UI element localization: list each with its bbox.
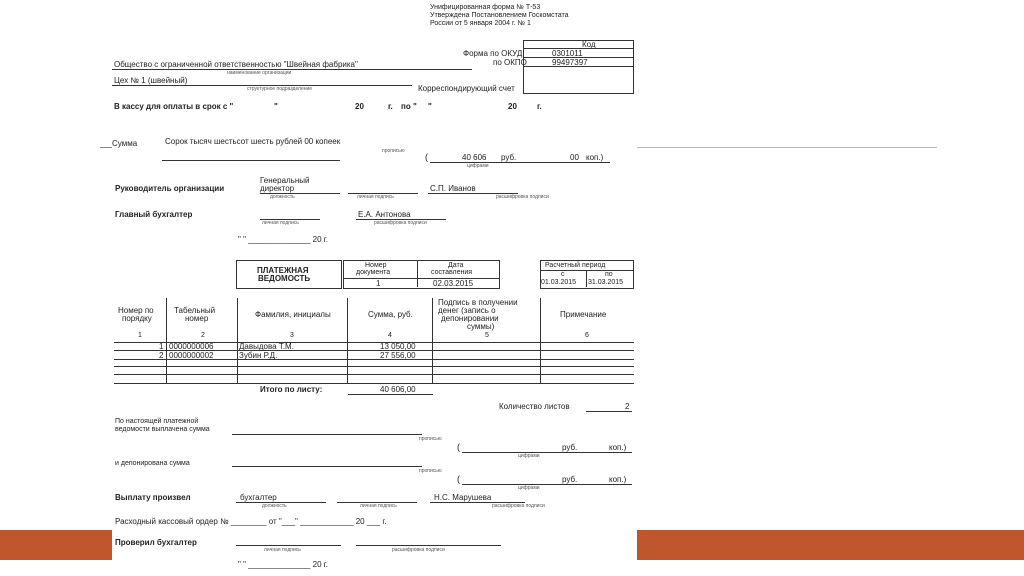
okpo-label: по ОКПО: [493, 58, 527, 67]
col-header-5-c: депонировании: [441, 314, 499, 323]
deposited-kop-label: коп.): [609, 475, 627, 484]
head-name: С.П. Иванов: [430, 184, 476, 193]
sheets-label: Количество листов: [499, 402, 570, 411]
head-sign-caption: личная подпись: [357, 194, 394, 200]
sum-kop-value: 00: [570, 153, 579, 162]
division-name: Цех № 1 (швейный): [114, 76, 188, 85]
head-name-caption: расшифровка подписи: [496, 194, 549, 200]
doc-date-label-2: составления: [431, 269, 473, 276]
doc-num-label-2: документа: [356, 269, 391, 276]
period-from: 01.03.2015: [541, 279, 577, 286]
accountant-label: Главный бухгалтер: [115, 210, 193, 219]
organization-name-caption: наименование организации: [227, 70, 292, 76]
paid-rub-label: руб.: [562, 443, 578, 452]
payment-period-start: В кассу для оплаты в срок с ": [114, 102, 234, 111]
payment-period-year-suffix: г.: [388, 102, 393, 111]
period-to: 31.03.2015: [588, 279, 624, 286]
payout-name-caption: расшифровка подписи: [492, 503, 545, 509]
payout-label: Выплату произвел: [115, 493, 191, 502]
payout-position: бухгалтер: [240, 493, 277, 502]
payout-position-caption: должность: [262, 503, 287, 509]
doc-date-value: 02.03.2015: [433, 279, 474, 288]
payout-sign-caption: личная подпись: [360, 503, 397, 509]
payment-period-quote-2: ": [428, 102, 432, 111]
form-line-2: Утверждена Постановлением Госкомстата: [430, 12, 569, 19]
paid-line-1: По настоящей платежной: [115, 418, 199, 425]
col-header-6: Примечание: [560, 310, 607, 319]
payment-period-quote: ": [274, 102, 278, 111]
col-header-3: Фамилия, инициалы: [255, 310, 331, 319]
period-from-label: с: [561, 271, 565, 278]
sum-paren: (: [425, 152, 428, 162]
total-value: 40 606,00: [380, 385, 416, 394]
footer-date-line: " " ______________ 20 г.: [238, 560, 328, 569]
row-1-name: Давыдова Т.М.: [239, 342, 294, 351]
deposited-paren: (: [457, 474, 460, 484]
form-line-3: России от 5 января 2004 г. № 1: [430, 20, 531, 27]
doc-date-label-1: Дата: [448, 262, 464, 269]
okud-label: Форма по ОКУД: [463, 49, 523, 58]
paid-paren: (: [457, 442, 460, 452]
deposited-words-caption: прописью: [419, 468, 442, 474]
col-num-1: 1: [138, 332, 142, 339]
row-2-number: 2: [159, 351, 164, 360]
period-label: Расчетный период: [545, 262, 606, 269]
deposited-label: и депонирована сумма: [115, 460, 190, 467]
sum-words-caption: прописью: [382, 148, 405, 154]
sum-words: Сорок тысяч шестьсот шесть рублей 00 копеек: [165, 137, 341, 146]
sum-digits-caption: цифрами: [467, 163, 489, 169]
okud-value: 0301011: [552, 49, 583, 58]
payout-name: Н.С. Марушева: [434, 493, 492, 502]
form-line-1: Унифицированная форма № Т-53: [430, 4, 541, 11]
decorative-line: [637, 147, 937, 148]
statement-title-1: ПЛАТЕЖНАЯ: [257, 266, 309, 275]
okpo-value: 99497397: [552, 58, 588, 67]
sum-rub-value: 40 606: [462, 153, 487, 162]
col-num-5: 5: [485, 332, 489, 339]
checked-name-caption: расшифровка подписи: [392, 547, 445, 553]
code-label: Код: [582, 40, 596, 49]
col-header-1-a: Номер по: [118, 306, 154, 315]
col-header-5-b: денег (запись о: [438, 306, 496, 315]
period-to-label: по: [605, 271, 613, 278]
head-label: Руководитель организации: [115, 184, 225, 193]
accountant-name-caption: расшифровка подписи: [374, 220, 427, 226]
head-position-caption: должность: [270, 194, 295, 200]
deposited-digits-caption: цифрами: [518, 485, 540, 491]
col-header-1-b: порядку: [122, 314, 152, 323]
payment-period-year: 20: [355, 102, 364, 111]
payment-period-to: по ": [401, 102, 417, 111]
division-caption: структурное подразделение: [247, 86, 313, 92]
sum-label: Сумма: [112, 139, 138, 148]
paid-kop-label: коп.): [609, 443, 627, 452]
doc-num-label-1: Номер: [365, 262, 387, 269]
col-num-4: 4: [388, 332, 392, 339]
accountant-sign-caption: личная подпись: [262, 220, 299, 226]
total-label: Итого по листу:: [260, 385, 323, 394]
paid-words-caption: прописью: [419, 436, 442, 442]
checked-label: Проверил бухгалтер: [115, 538, 197, 547]
decorative-line-left: [100, 147, 112, 148]
head-position-1: Генеральный: [260, 176, 310, 185]
checked-sign-caption: личная подпись: [264, 547, 301, 553]
row-2-sum: 27 556,00: [380, 351, 416, 360]
payment-period-year2-suffix: г.: [537, 102, 542, 111]
row-1-number: 1: [159, 342, 164, 351]
signature-date-line: " " ______________ 20 г.: [238, 235, 328, 244]
col-header-2-a: Табельный: [174, 306, 216, 315]
row-2-tab: 0000000002: [169, 351, 214, 360]
col-header-4: Сумма, руб.: [368, 310, 413, 319]
col-header-2-b: номер: [185, 314, 209, 323]
col-num-2: 2: [201, 332, 205, 339]
paid-line-2: ведомости выплачена сумма: [115, 426, 210, 433]
col-header-5-d: суммы): [467, 322, 495, 331]
sum-rub-label: руб.: [501, 153, 517, 162]
deposited-rub-label: руб.: [562, 475, 578, 484]
head-position-2: директор: [260, 184, 295, 193]
statement-title-2: ВЕДОМОСТЬ: [258, 274, 311, 283]
accountant-name: Е.А. Антонова: [358, 210, 411, 219]
col-num-3: 3: [290, 332, 294, 339]
row-1-tab: 0000000006: [169, 342, 214, 351]
organization-name: Общество с ограниченной ответственностью "Швейная фабрика": [114, 60, 358, 69]
payroll-document: [112, 0, 637, 576]
account-label: Корреспондирующий счет: [418, 84, 515, 93]
col-header-5-a: Подпись в получении: [438, 298, 518, 307]
doc-num-value: 1: [376, 279, 381, 288]
row-1-sum: 13 050,00: [380, 342, 416, 351]
expense-order-line: Расходный кассовый ордер № ________ от "___" ____________ 20 ___ г.: [115, 517, 387, 526]
col-num-6: 6: [585, 332, 589, 339]
paid-digits-caption: цифрами: [518, 453, 540, 459]
payment-period-year-2: 20: [508, 102, 517, 111]
sheets-value: 2: [625, 402, 630, 411]
row-2-name: Зубин Р.Д.: [239, 351, 278, 360]
sum-kop-label: коп.): [586, 153, 604, 162]
